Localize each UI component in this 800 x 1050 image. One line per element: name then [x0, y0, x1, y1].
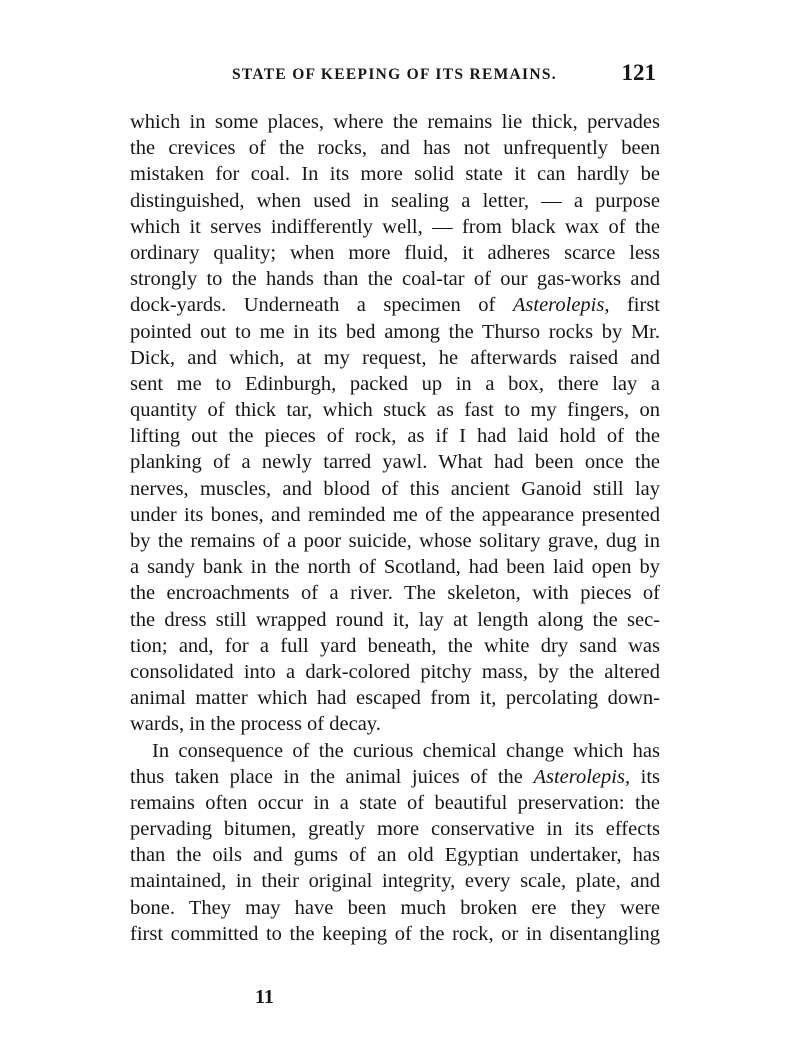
- text-line: nerves, muscles, and blood of this ancient Ganoid still lay: [130, 477, 660, 500]
- text-line: the crevices of the rocks, and has not unfrequently been: [130, 137, 660, 160]
- text-line: sent me to Edinburgh, packed up in a box, there lay a: [130, 372, 660, 395]
- italic-genus-name: Asterolepis: [533, 765, 625, 788]
- text-line: pervading bitumen, greatly more conservative in its effects: [130, 818, 660, 841]
- text-line: lifting out the pieces of rock, as if I had laid hold of the: [130, 425, 660, 448]
- text-line: ordinary quality; when more fluid, it adheres scarce less: [130, 241, 660, 264]
- text-line: bone. They may have been much broken ere they were: [130, 896, 660, 919]
- text-line: under its bones, and reminded me of the appearance presented: [130, 503, 660, 526]
- running-head: [130, 60, 660, 90]
- text-line: distinguished, when used in sealing a letter, — a purpose: [130, 189, 660, 212]
- text-line: dock-yards. Underneath a specimen of Asterolepis, first: [130, 294, 660, 317]
- text-line: the dress still wrapped round it, lay at length along the sec-: [130, 608, 660, 631]
- text-line: remains often occur in a state of beautiful preservation: the: [130, 791, 660, 814]
- text-line: maintained, in their original integrity, every scale, plate, and: [130, 870, 660, 893]
- text-line: In consequence of the curious chemical change which has: [152, 739, 660, 762]
- text-line: pointed out to me in its bed among the Thurso rocks by Mr.: [130, 320, 660, 343]
- text-line: quantity of thick tar, which stuck as fast to my fingers, on: [130, 399, 660, 422]
- text-line: which in some places, where the remains lie thick, pervades: [130, 111, 660, 133]
- text-line: by the remains of a poor suicide, whose solitary grave, dug in: [130, 530, 660, 552]
- text-line: Dick, and which, at my request, he afterwards raised and: [130, 346, 660, 369]
- text-line: thus taken place in the animal juices of the Asterolepis, its: [130, 765, 660, 788]
- signature-mark: 11: [255, 986, 274, 1008]
- text-line: the encroachments of a river. The skeleton, with pieces of: [130, 582, 660, 605]
- text-line: first committed to the keeping of the rock, or in disentangling: [130, 922, 660, 945]
- text-line: mistaken for coal. In its more solid state it can hardly be: [130, 163, 660, 186]
- italic-genus-name: Asterolepis: [512, 294, 605, 317]
- text-line: wards, in the process of decay.: [130, 713, 381, 736]
- page-number: 121: [621, 60, 656, 85]
- text-line: than the oils and gums of an old Egyptian undertaker, has: [130, 844, 660, 867]
- text-line: a sandy bank in the north of Scotland, had been laid open by: [130, 556, 660, 579]
- text-line: consolidated into a dark-colored pitchy mass, by the altered: [130, 660, 660, 683]
- text-line: planking of a newly tarred yawl. What had been once the: [130, 451, 660, 474]
- text-line: tion; and, for a full yard beneath, the white dry sand was: [130, 634, 660, 657]
- running-title: STATE OF KEEPING OF ITS REMAINS.: [232, 66, 557, 83]
- text-line: animal matter which had escaped from it, percolating down-: [130, 687, 660, 710]
- text-line: strongly to the hands than the coal-tar of our gas-works and: [130, 268, 660, 291]
- body-text: [130, 109, 660, 947]
- text-line: which it serves indifferently well, — from black wax of the: [130, 215, 660, 238]
